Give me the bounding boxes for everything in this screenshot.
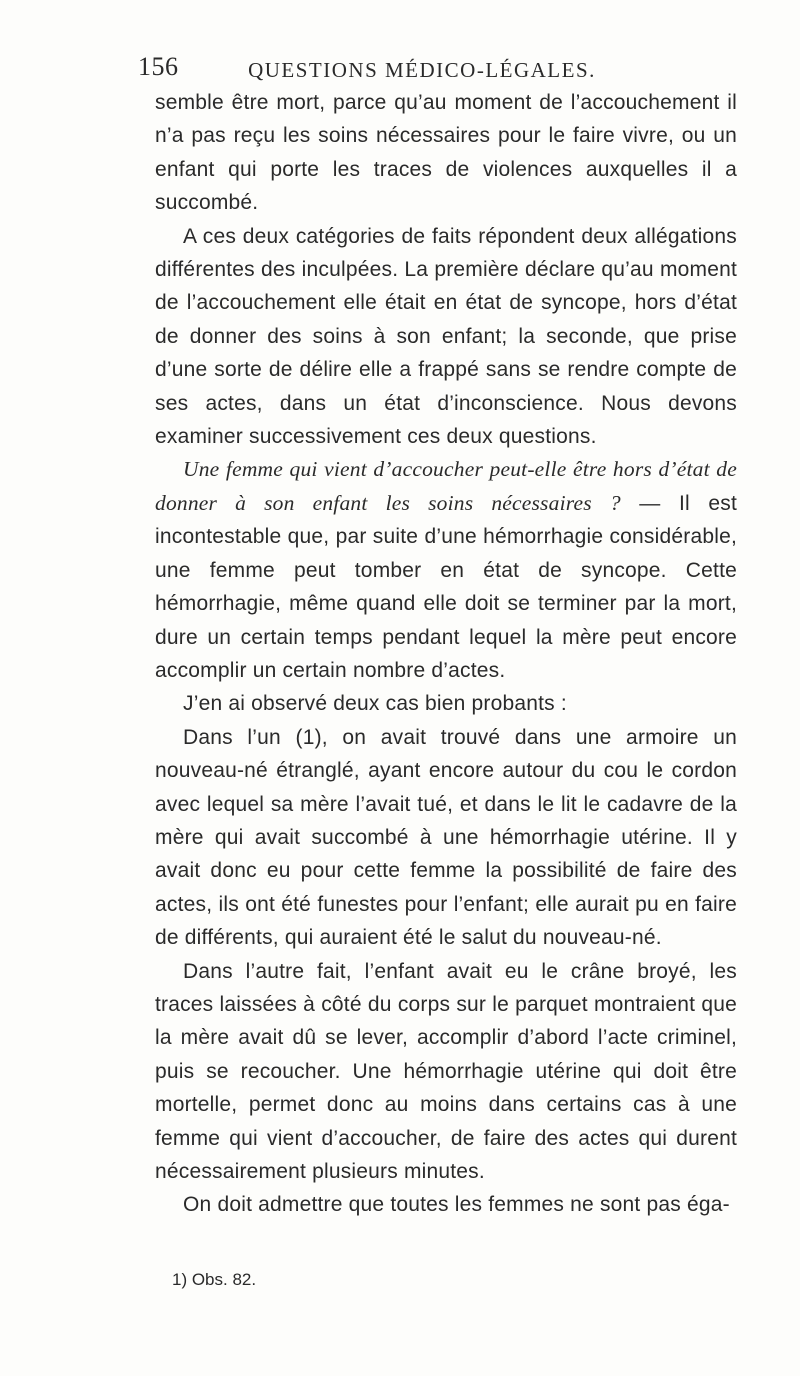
paragraph-1: semble être mort, parce qu’au moment de l’accouchement il n’a pas reçu les soins nécessaires pour le faire vivre, ou un enfant qui porte les traces de violences auxquelles il a succombé. bbox=[155, 91, 737, 215]
paragraph-6: Dans l’autre fait, l’enfant avait eu le crâne broyé, les traces laissées à côté du corps sur le parquet montraient que la mère avait dû se lever, accomplir d’abord l’acte criminel, puis se recoucher. Une hémorrhagie utérine qui doit être mortelle, permet donc au moins dans certains cas à une femme qui vient d’accoucher, de faire des actes qui durent nécessairement plusieurs minutes. bbox=[155, 959, 737, 1183]
page-number: 156 bbox=[138, 52, 179, 81]
paragraph-3-question: Une femme qui vient d’accoucher peut-elle être hors d’état de donner à son enfant les soins nécessaires ? bbox=[155, 457, 737, 515]
paragraph-5: Dans l’un (1), on avait trouvé dans une armoire un nouveau-né étranglé, ayant encore autour du cou le cordon avec lequel sa mère l’avait tué, et dans le lit le cadavre de la mère qui avait succombé à une hémorrhagie utérine. Il y avait donc eu pour cette femme la possibilité de faire des actes, ils ont été funestes pour l’enfant; elle aurait pu en faire de différents, qui auraient été le salut du nouveau-né. bbox=[155, 725, 737, 950]
running-head: QUESTIONS MÉDICO-LÉGALES. bbox=[248, 58, 596, 82]
paragraph-7: On doit admettre que toutes les femmes ne sont pas éga- bbox=[183, 1193, 730, 1217]
paragraph-3-answer: — Il est incontestable que, par suite d’une hémorrhagie considérable, une femme peut tomber en état de syncope. Cette hémorrhagie, même quand elle doit se terminer par la mort, dure un certain temps pendant lequel la mère peut encore accomplir un certain nombre d’actes. bbox=[155, 491, 737, 682]
paragraph-4: J’en ai observé deux cas bien probants : bbox=[183, 692, 567, 716]
paragraph-3 bbox=[155, 453, 737, 687]
paragraph-2: A ces deux catégories de faits répondent deux allégations différentes des inculpées. La première déclare qu’au moment de l’accouchement elle était en état de syncope, hors d’état de donner des soins à son enfant; la seconde, que prise d’une sorte de délire elle a frappé sans se rendre compte de ses actes, dans un état d’inconscience. Nous devons examiner successivement ces deux questions. bbox=[155, 224, 737, 449]
body-text bbox=[155, 86, 737, 1222]
footnote: 1) Obs. 82. bbox=[172, 1270, 257, 1289]
